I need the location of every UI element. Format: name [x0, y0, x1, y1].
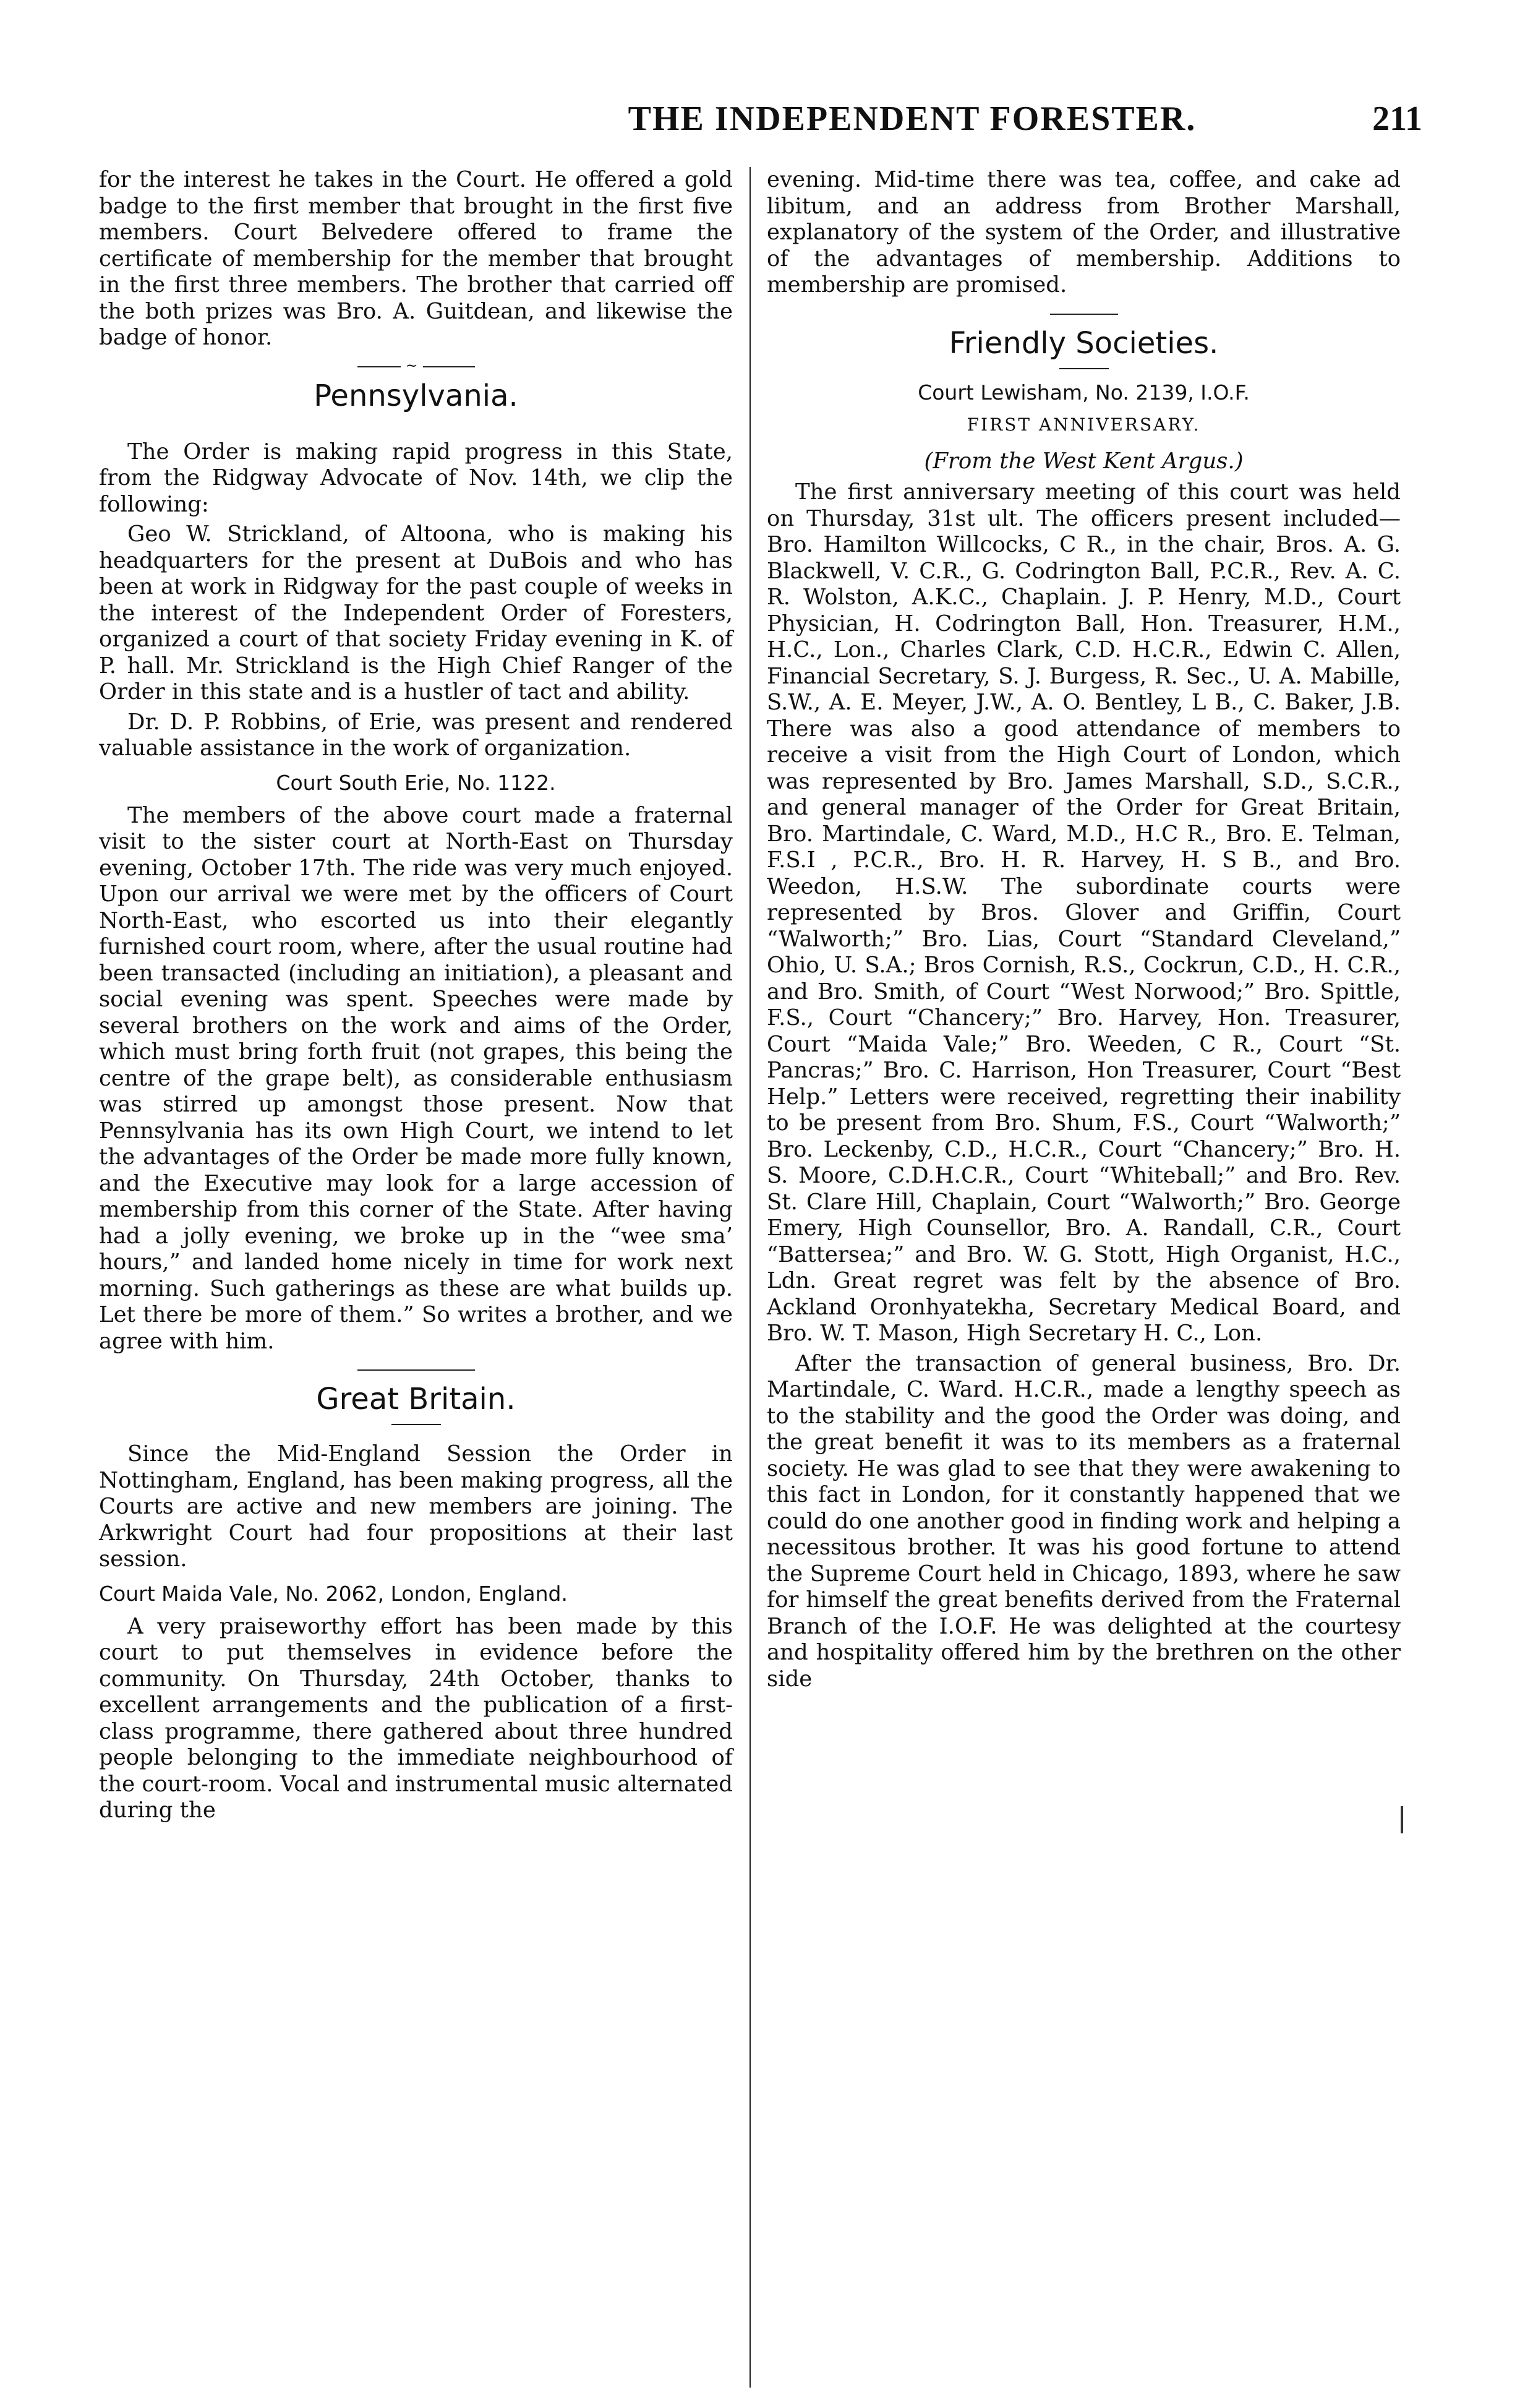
right-column	[767, 167, 1401, 1696]
paragraph: The Order is making rapid progress in this State, from the Ridgway Advocate of Nov. 14th, we clip the following:	[99, 439, 733, 517]
page-number: 211	[1372, 100, 1422, 138]
continued-paragraph: for the interest he takes in the Court. He offered a gold badge to the first member that brought in the first five members. Court Belvedere offered to frame the certificate of membership for the member that brought in the first three members. The brother that carried off the both prizes was Bro. A. Guitdean, and likewise the badge of honor.	[99, 167, 733, 350]
ornament-glyph: ~	[401, 358, 423, 374]
journal-title: THE INDEPENDENT FORESTER.	[628, 100, 1197, 138]
court-heading-south-erie: Court South Erie, No. 1122.	[276, 770, 556, 795]
section-divider	[1050, 314, 1118, 315]
ornament-divider	[357, 356, 475, 374]
section-heading-great-britain: Great Britain.	[316, 1382, 516, 1416]
paragraph: Geo W. Strickland, of Altoona, who is making his headquarters for the present at DuBois and who has been at work in Ridgway for the past couple of weeks in the interest of the Independent Order of Foresters, organized a court of that society Friday evening in K. of P. hall. Mr. Strickland is the High Chief Ranger of the Order in this state and is a hustler of tact and ability.	[99, 521, 733, 705]
paragraph: The members of the above court made a fraternal visit to the sister court at North-East on Thursday evening, October 17th. The ride was very much enjoyed. Upon our arrival we were met by the officers of Court North-East, who escorted us into their elegantly furnished court room, where, after the usual routine had been transacted (including an initiation), a pleasant and social evening was spent. Speeches were made by several brothers on the work and aims of the Order, which must bring forth fruit (not grapes, this being the centre of the grape belt), as considerable enthusiasm was stirred up amongst those present. Now that Pennsylvania has its own High Court, we intend to let the advantages of the Order be made more fully known, and the Executive may look for a large accession of membership from this corner of the State. After having had a jolly evening, we broke up in the “wee sma’ hours,” and landed home nicely in time for work next morning. Such gatherings as these are what builds up. Let there be more of them.” So writes a brother, and we agree with him.	[99, 802, 733, 1354]
court-heading-lewisham: Court Lewisham, No. 2139, I.O.F.	[918, 380, 1250, 405]
newspaper-page	[99, 99, 1428, 2388]
continued-paragraph: evening. Mid-time there was tea, coffee, and cake ad libitum, and an address from Brother Marshall, explanatory of the system of the Order, and illustrative of the advantages of membership. Additions to membership are promised.	[767, 167, 1401, 298]
source-credit: (From the West Kent Argus.)	[924, 448, 1244, 474]
court-heading-maida-vale: Court Maida Vale, No. 2062, London, England.	[99, 1581, 568, 1606]
column-divider	[749, 167, 751, 2388]
subheading-first-anniversary: FIRST ANNIVERSARY.	[967, 414, 1201, 435]
section-heading-pennsylvania: Pennsylvania.	[314, 378, 518, 413]
heading-underline	[391, 1424, 441, 1425]
paragraph: A very praiseworthy effort has been made by this court to put themselves in evidence before the community. On Thursday, 24th October, thanks to excellent arrangements and the publication of a first-class programme, there gathered about three hundred people belonging to the immediate neighbourhood of the court-room. Vocal and instrumental music alternated during the	[99, 1613, 733, 1823]
paragraph: Dr. D. P. Robbins, of Erie, was present and rendered valuable assistance in the work of organization.	[99, 709, 733, 761]
section-heading-friendly-societies: Friendly Societies.	[949, 325, 1219, 361]
paragraph: Since the Mid-England Session the Order in Nottingham, England, has been making progress, all the Courts are active and new members are joining. The Arkwright Court had four propositions at their last session.	[99, 1441, 733, 1572]
margin-mark	[1401, 1806, 1403, 1833]
paragraph: The first anniversary meeting of this court was held on Thursday, 31st ult. The officers present included—Bro. Hamilton Willcocks, C R., in the chair, Bros. A. G. Blackwell, V. C.R., G. Codrington Ball, P.C.R., Rev. A. C. R. Wolston, A.K.C., Chaplain. J. P. Henry, M.D., Court Physician, H. Codrington Ball, Hon. Treasurer, H.M., H.C., Lon., Charles Clark, C.D. H.C.R., Edwin C. Allen, Financial Secretary, S. J. Burgess, R. Sec., U. A. Mabille, S.W., A. E. Meyer, J.W., A. O. Bentley, L B., C. Baker, J.B. There was also a good attendance of members to receive a visit from the High Court of London, which was represented by Bro. James Marshall, S.D., S.C.R., and general manager of the Order for Great Britain, Bro. Martindale, C. Ward, M.D., H.C R., Bro. E. Telman, F.S.I , P.C.R., Bro. H. R. Harvey, H. S B., and Bro. Weedon, H.S.W. The subordinate courts were represented by Bros. Glover and Griffin, Court “Walworth;” Bro. Lias, Court “Standard Cleveland,” Ohio, U. S.A.; Bros Cornish, R.S., Cockrun, C.D., H. C.R., and Bro. Smith, of Court “West Norwood;” Bro. Spittle, F.S., Court “Chancery;” Bro. Harvey, Hon. Treasurer, Court “Maida Vale;” Bro. Weeden, C R., Court “St. Pancras;” Bro. C. Harrison, Hon Treasurer, Court “Best Help.” Letters were received, regretting their inability to be present from Bro. Shum, F.S., Court “Walworth;” Bro. Leckenby, C.D., H.C.R., Court “Chancery;” Bro. H. S. Moore, C.D.H.C.R., Court “Whiteball;” and Bro. Rev. St. Clare Hill, Chaplain, Court “Walworth;” Bro. George Emery, High Counsellor, Bro. A. Randall, C.R., Court “Battersea;” and Bro. W. G. Stott, High Organist, H.C., Ldn. Great regret was felt by the absence of Bro. Ackland Oronhyatekha, Secretary Medical Board, and Bro. W. T. Mason, High Secretary H. C., Lon.	[767, 479, 1401, 1346]
running-head	[99, 99, 1428, 155]
left-column	[99, 167, 733, 1828]
section-divider	[357, 1369, 475, 1371]
heading-underline	[1059, 368, 1109, 369]
paragraph: After the transaction of general business, Bro. Dr. Martindale, C. Ward. H.C.R., made a lengthy speech as to the stability and the good the Order was doing, and the great benefit it was to its members as a fraternal society. He was glad to see that they were awakening to this fact in London, for it constantly happened that we could do one another good in finding work and helping a necessitous brother. It was his good fortune to attend the Supreme Court held in Chicago, 1893, where he saw for himself the great benefits derived from the Fraternal Branch of the I.O.F. He was delighted at the courtesy and hospitality offered him by the brethren on the other side	[767, 1350, 1401, 1692]
